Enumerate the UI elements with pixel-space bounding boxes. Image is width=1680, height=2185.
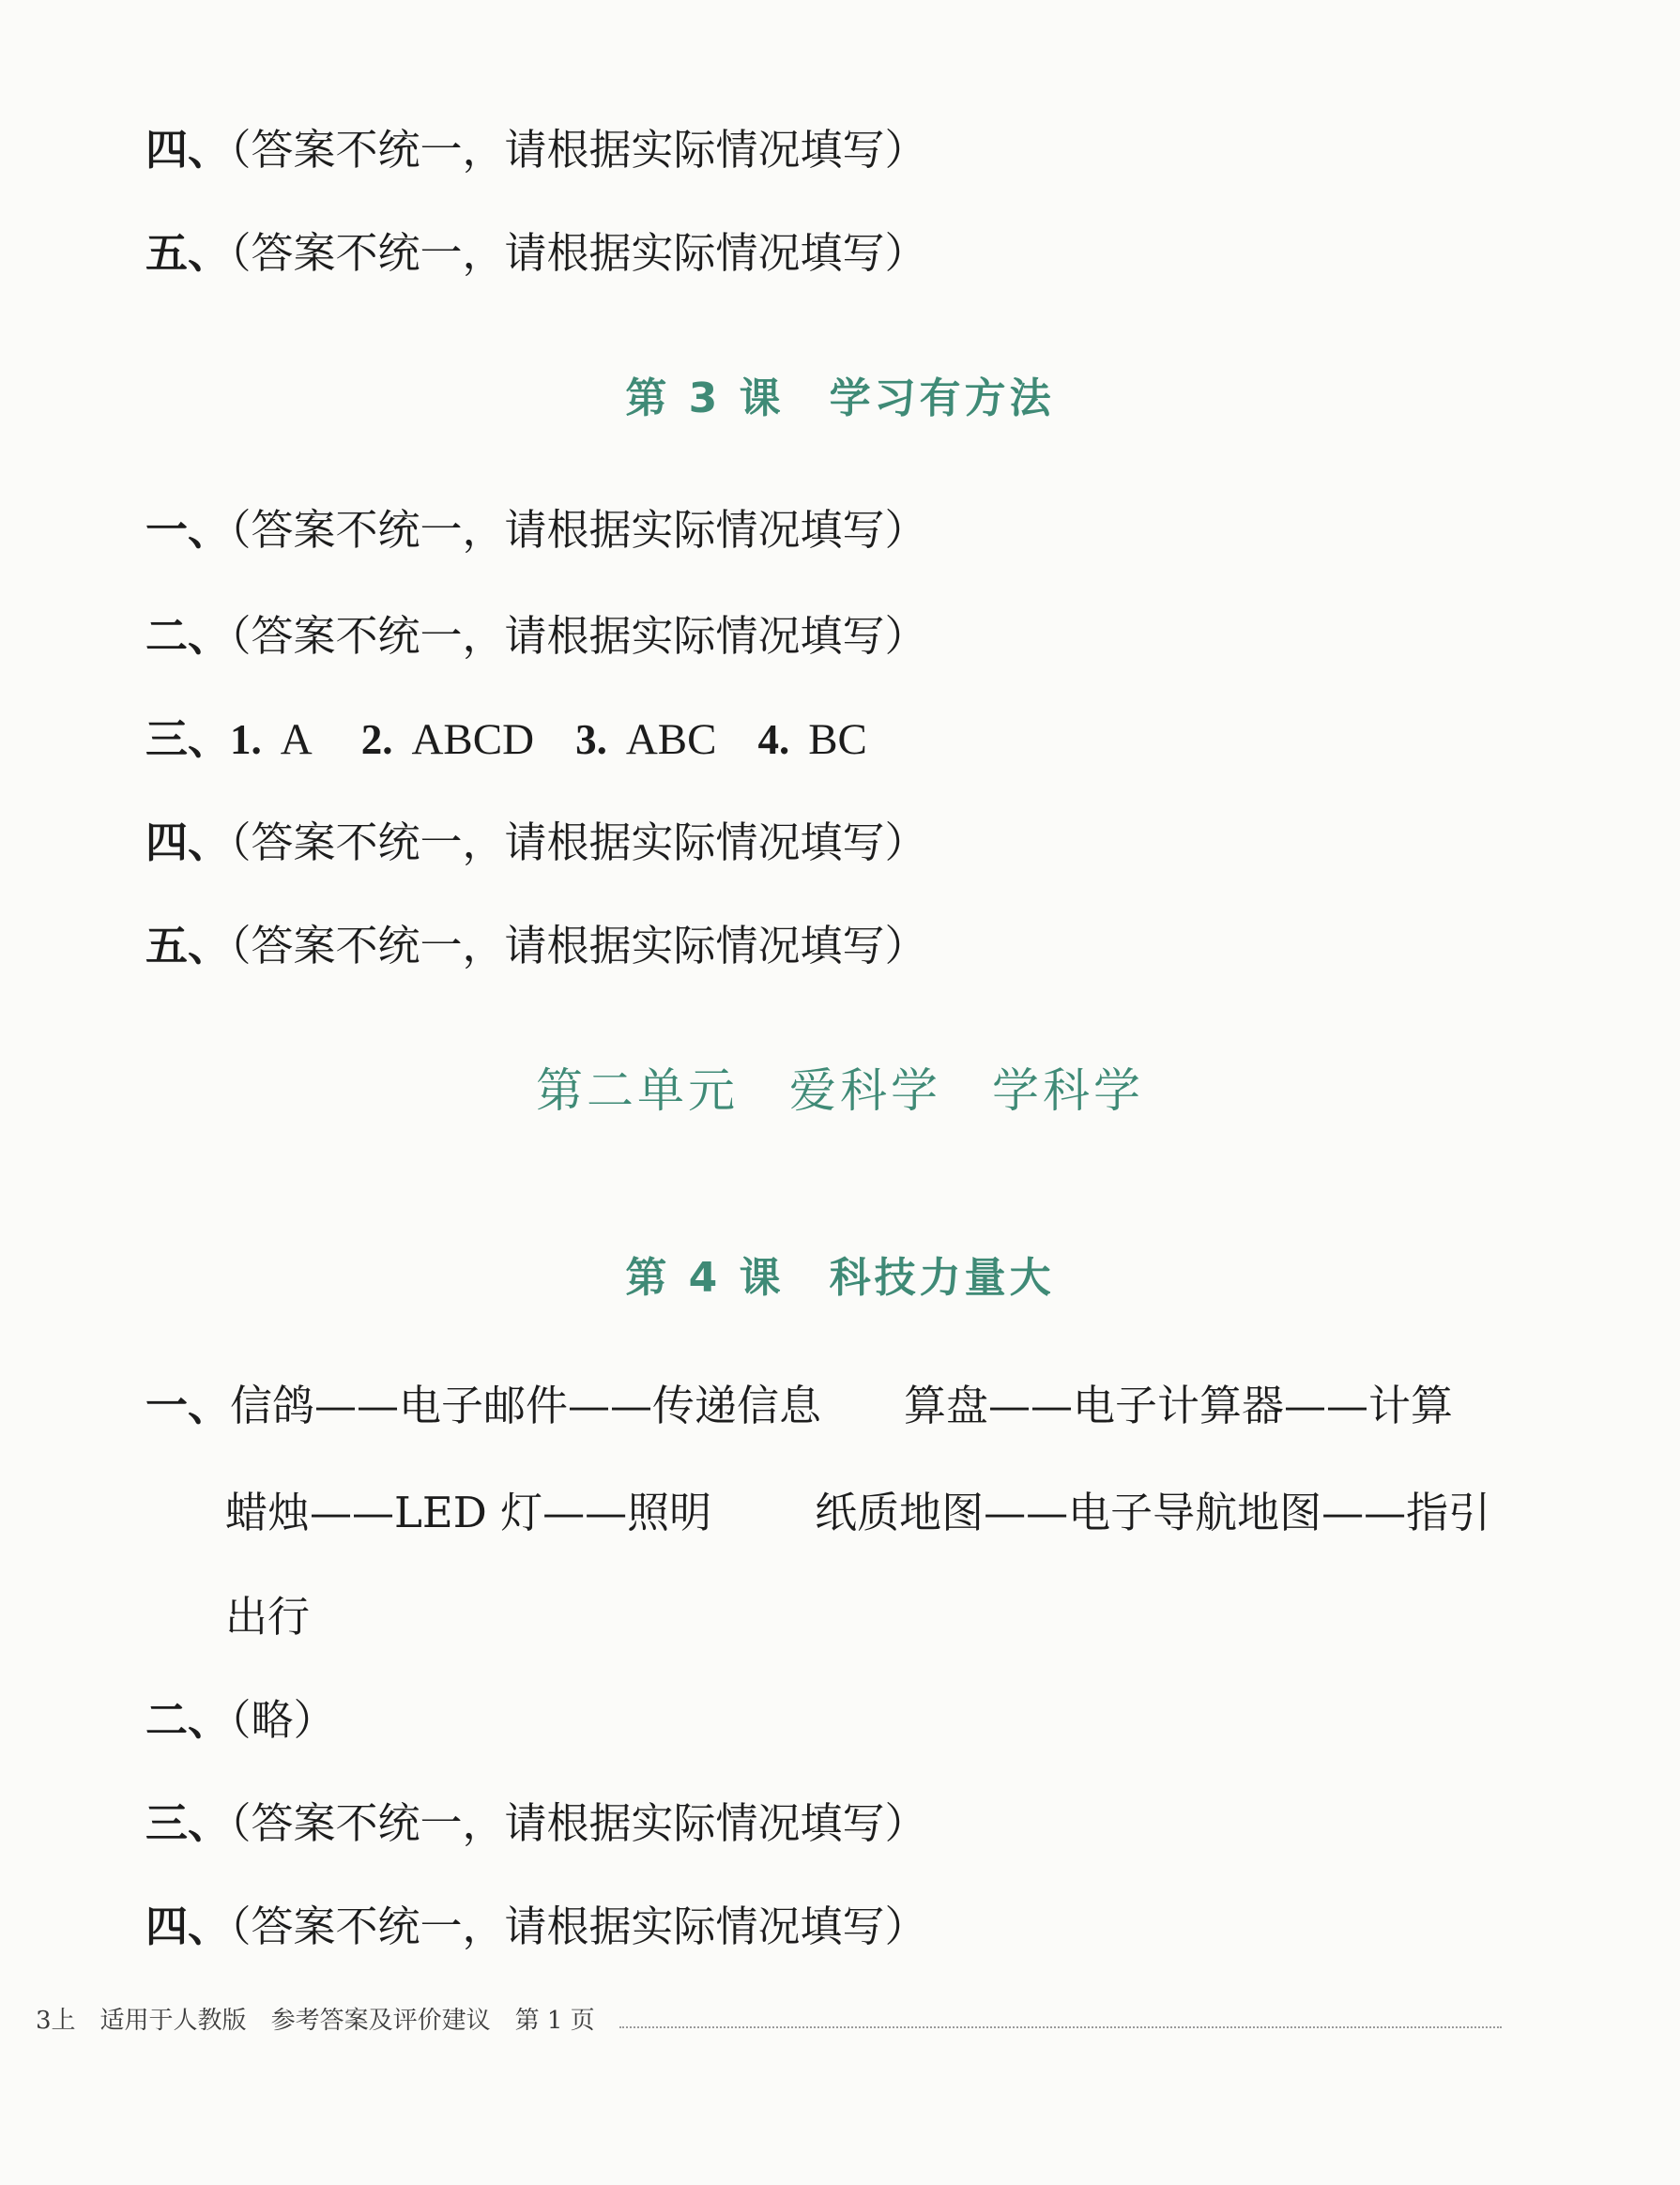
answer-line <box>225 1485 1490 1541</box>
answer-line <box>145 1899 927 1955</box>
choice-answers-line <box>145 711 867 768</box>
answer-text: 蜡烛——LED 灯——照明 <box>225 1488 712 1537</box>
answer-text: 纸质地图——电子导航地图——指引 <box>815 1488 1491 1537</box>
question-mark: 五、 <box>145 921 231 970</box>
answer-line <box>145 815 927 871</box>
lesson-4-title: 第 4 课 科技力量大 <box>625 1254 1055 1302</box>
answer-line <box>145 122 927 178</box>
answer-text: 出行 <box>225 1592 311 1642</box>
question-mark: 二、 <box>145 611 231 661</box>
page-footer <box>0 2002 1502 2040</box>
question-mark: 二、 <box>145 1695 231 1745</box>
answer-text: （略） <box>230 1695 336 1745</box>
answer-option: ABCD <box>411 715 535 764</box>
answer-number: 1. <box>230 716 262 763</box>
answer-option: ABC <box>625 715 717 764</box>
answer-line <box>225 1589 310 1645</box>
answer-line <box>145 1378 1453 1434</box>
answer-text: （答案不统一，请根据实际情况填写） <box>230 1902 927 1951</box>
answer-number: 4. <box>757 716 790 763</box>
answer-text: （答案不统一，请根据实际情况填写） <box>230 817 927 867</box>
answer-number: 3. <box>575 716 607 763</box>
answer-number: 2. <box>360 716 393 763</box>
question-mark: 四、 <box>145 817 231 867</box>
answer-line <box>145 608 927 665</box>
answer-text: （答案不统一，请根据实际情况填写） <box>230 1798 927 1848</box>
question-mark: 三、 <box>145 714 231 764</box>
footer-edition: 适用于人教版 <box>99 2007 247 2035</box>
footer-page-number: 第 1 页 <box>514 2007 595 2035</box>
answer-line <box>145 918 927 974</box>
question-mark: 四、 <box>145 1902 231 1951</box>
lesson-3-title: 第 3 课 学习有方法 <box>625 374 1055 422</box>
answer-line <box>145 1795 927 1852</box>
answer-text: （答案不统一，请根据实际情况填写） <box>230 611 927 661</box>
question-mark: 一、 <box>145 1381 231 1430</box>
question-mark: 四、 <box>145 125 231 175</box>
answer-line <box>145 1692 336 1749</box>
question-mark: 三、 <box>145 1798 231 1848</box>
footer-dotted-rule <box>619 2026 1502 2028</box>
answer-line <box>145 502 927 558</box>
answer-text: 信鸽——电子邮件——传递信息 <box>230 1381 822 1430</box>
unit-2-title: 第二单元 爱科学 学科学 <box>536 1063 1144 1118</box>
footer-book: 参考答案及评价建议 <box>270 2007 491 2035</box>
answer-text: 算盘——电子计算器——计算 <box>904 1381 1454 1430</box>
question-mark: 一、 <box>145 505 231 555</box>
question-mark: 五、 <box>145 228 231 278</box>
answer-option: BC <box>808 715 867 764</box>
answer-text: （答案不统一，请根据实际情况填写） <box>230 228 927 278</box>
footer-grade: 3上 <box>36 2007 76 2035</box>
answer-text: （答案不统一，请根据实际情况填写） <box>230 505 927 555</box>
answer-text: （答案不统一，请根据实际情况填写） <box>230 125 927 175</box>
answer-text: （答案不统一，请根据实际情况填写） <box>230 921 927 970</box>
answer-option: A <box>280 715 313 764</box>
answer-line <box>145 225 927 282</box>
